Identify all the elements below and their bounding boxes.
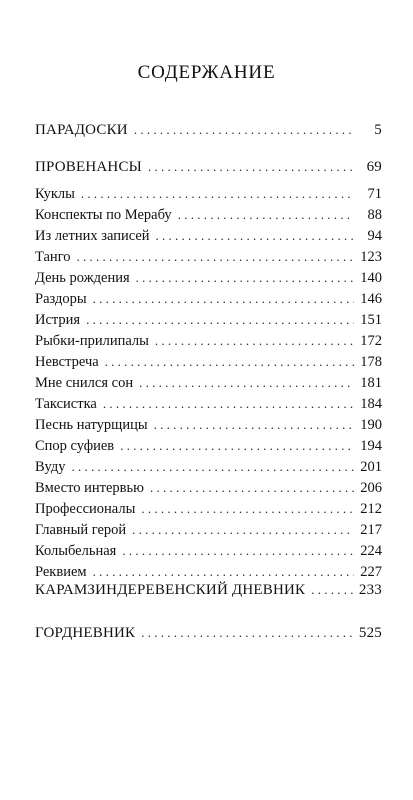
page-number: 190 bbox=[360, 417, 382, 433]
dot-leader bbox=[154, 417, 354, 433]
page-number: 201 bbox=[360, 459, 382, 475]
entry-title: Из летних записей bbox=[35, 228, 150, 244]
toc-item-entry bbox=[35, 186, 382, 206]
dot-leader bbox=[139, 375, 354, 391]
toc-item-entry bbox=[35, 459, 382, 479]
entry-title: Профессионалы bbox=[35, 501, 136, 517]
toc-item-entry bbox=[35, 207, 382, 227]
page-number: 94 bbox=[367, 228, 382, 244]
page-number: 140 bbox=[360, 270, 382, 286]
page-number: 206 bbox=[360, 480, 382, 496]
dot-leader bbox=[71, 459, 354, 475]
toc-item-entry bbox=[35, 396, 382, 416]
toc-item-entry bbox=[35, 522, 382, 542]
entry-title: Танго bbox=[35, 249, 71, 265]
page-number: 172 bbox=[360, 333, 382, 349]
dot-leader bbox=[134, 122, 354, 138]
dot-leader bbox=[105, 354, 354, 370]
page-number: 71 bbox=[367, 186, 382, 202]
dot-leader bbox=[93, 291, 354, 307]
toc-item-entry bbox=[35, 480, 382, 500]
page-number: 181 bbox=[360, 375, 382, 391]
entry-title: Невстреча bbox=[35, 354, 99, 370]
entry-title: Спор суфиев bbox=[35, 438, 115, 454]
toc-item-entry bbox=[35, 228, 382, 248]
dot-leader bbox=[141, 625, 353, 641]
dot-leader bbox=[136, 270, 354, 286]
entry-title: Куклы bbox=[35, 186, 75, 202]
dot-leader bbox=[81, 186, 354, 202]
entry-title: Вуду bbox=[35, 459, 66, 475]
page-number: 5 bbox=[374, 122, 382, 138]
toc-item-entry bbox=[35, 354, 382, 374]
toc-section-entry bbox=[35, 122, 382, 142]
toc-section-entry bbox=[35, 582, 382, 602]
toc-section-entry bbox=[35, 625, 382, 645]
entry-title: ПАРАДОСКИ bbox=[35, 122, 128, 138]
dot-leader bbox=[132, 522, 354, 538]
page-number: 217 bbox=[360, 522, 382, 538]
page-number: 184 bbox=[360, 396, 382, 412]
entry-title: Вместо интервью bbox=[35, 480, 144, 496]
dot-leader bbox=[150, 480, 354, 496]
page-number: 178 bbox=[360, 354, 382, 370]
entry-title: Истрия bbox=[35, 312, 81, 328]
dot-leader bbox=[122, 543, 354, 559]
page-number: 212 bbox=[360, 501, 382, 517]
page-number: 123 bbox=[360, 249, 382, 265]
dot-leader bbox=[311, 582, 353, 598]
page-number: 88 bbox=[367, 207, 382, 223]
toc-item-entry bbox=[35, 501, 382, 521]
dot-leader bbox=[155, 333, 354, 349]
entry-title: Рыбки-прилипалы bbox=[35, 333, 149, 349]
dot-leader bbox=[103, 396, 354, 412]
entry-title: Раздоры bbox=[35, 291, 87, 307]
toc-item-entry bbox=[35, 543, 382, 563]
toc-item-entry bbox=[35, 375, 382, 395]
toc-item-entry bbox=[35, 312, 382, 332]
page-number: 525 bbox=[358, 625, 382, 641]
entry-title: ПРОВЕНАНСЫ bbox=[35, 159, 142, 175]
page-number: 69 bbox=[366, 159, 382, 175]
dot-leader bbox=[148, 159, 354, 175]
entry-title: Таксистка bbox=[35, 396, 97, 412]
page-title: СОДЕРЖАНИЕ bbox=[137, 62, 276, 83]
page-number: 233 bbox=[358, 582, 382, 598]
toc-item-entry bbox=[35, 291, 382, 311]
entry-title: Песнь натурщицы bbox=[35, 417, 148, 433]
toc-item-entry bbox=[35, 417, 382, 437]
page-number: 227 bbox=[360, 564, 382, 580]
dot-leader bbox=[77, 249, 354, 265]
page-number: 224 bbox=[360, 543, 382, 559]
toc-item-entry bbox=[35, 438, 382, 458]
toc-item-entry bbox=[35, 249, 382, 269]
toc-item-entry bbox=[35, 270, 382, 290]
entry-title: ГОРДНЕВНИК bbox=[35, 625, 136, 641]
entry-title: Мне снился сон bbox=[35, 375, 134, 391]
dot-leader bbox=[120, 438, 354, 454]
dot-leader bbox=[156, 228, 354, 244]
entry-title: Главный герой bbox=[35, 522, 127, 538]
dot-leader bbox=[86, 312, 354, 328]
entry-title: Реквием bbox=[35, 564, 87, 580]
toc-item-entry bbox=[35, 564, 382, 584]
entry-title: Колыбельная bbox=[35, 543, 117, 559]
dot-leader bbox=[93, 564, 354, 580]
entry-title: Конспекты по Мерабу bbox=[35, 207, 172, 223]
dot-leader bbox=[178, 207, 354, 223]
page-number: 151 bbox=[360, 312, 382, 328]
page-number: 194 bbox=[360, 438, 382, 454]
dot-leader bbox=[141, 501, 354, 517]
page-number: 146 bbox=[360, 291, 382, 307]
entry-title: КАРАМЗИНДЕРЕВЕНСКИЙ ДНЕВНИК bbox=[35, 582, 306, 598]
toc-item-entry bbox=[35, 333, 382, 353]
toc-section-entry bbox=[35, 159, 382, 179]
entry-title: День рождения bbox=[35, 270, 130, 286]
